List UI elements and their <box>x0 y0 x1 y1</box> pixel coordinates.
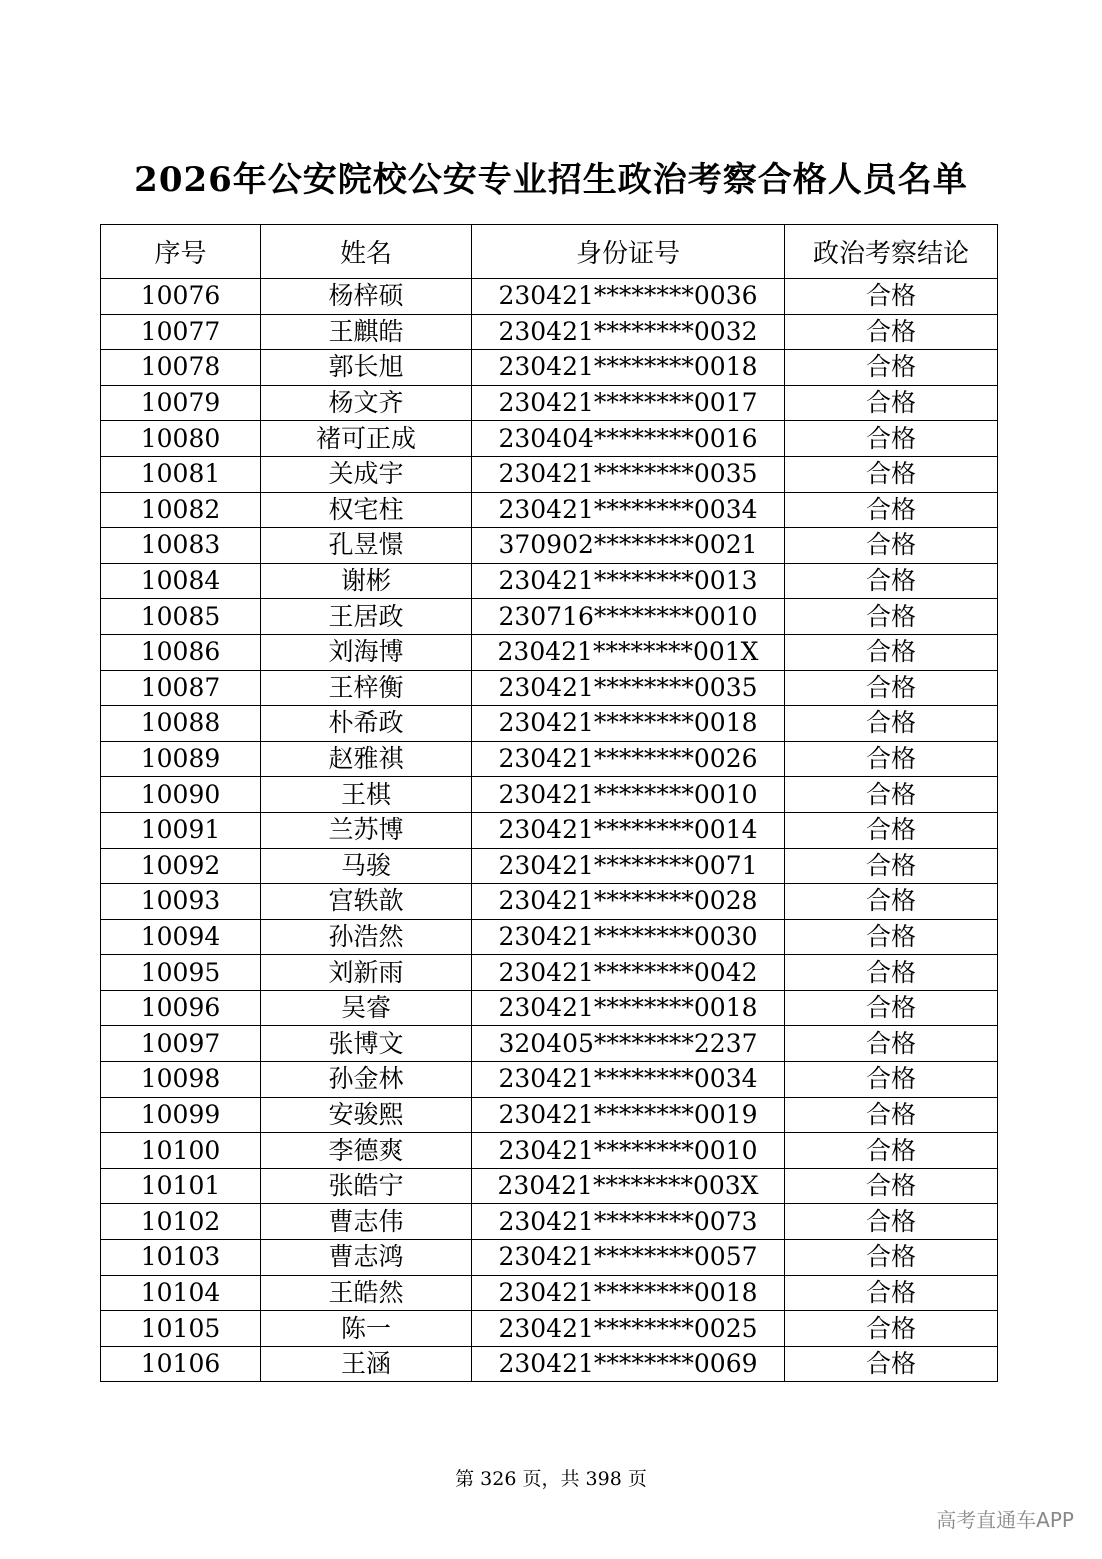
page-number: 第 326 页，共 398 页 <box>455 1468 647 1490</box>
cell-serial: 10081 <box>101 456 261 492</box>
cell-conclusion: 合格 <box>785 670 998 706</box>
cell-serial: 10102 <box>101 1204 261 1240</box>
cell-id-number: 230421********003X <box>472 1168 785 1204</box>
cell-serial: 10084 <box>101 563 261 599</box>
cell-id-number: 230421********0010 <box>472 777 785 813</box>
cell-id-number: 370902********0021 <box>472 528 785 564</box>
cell-name: 孙金林 <box>261 1062 472 1098</box>
cell-serial: 10087 <box>101 670 261 706</box>
table-row <box>101 279 998 315</box>
table-row <box>101 706 998 742</box>
cell-id-number: 230421********0071 <box>472 848 785 884</box>
cell-id-number: 230421********0018 <box>472 990 785 1026</box>
table-row <box>101 421 998 457</box>
table-row <box>101 848 998 884</box>
cell-id-number: 230421********0034 <box>472 492 785 528</box>
cell-conclusion: 合格 <box>785 599 998 635</box>
cell-conclusion: 合格 <box>785 1062 998 1098</box>
cell-id-number: 230421********0010 <box>472 1133 785 1169</box>
cell-name: 王涵 <box>261 1346 472 1382</box>
table-row <box>101 1168 998 1204</box>
cell-name: 张皓宁 <box>261 1168 472 1204</box>
header-serial: 序号 <box>101 225 261 279</box>
cell-id-number: 230421********0073 <box>472 1204 785 1240</box>
cell-serial: 10104 <box>101 1275 261 1311</box>
cell-serial: 10105 <box>101 1311 261 1347</box>
cell-id-number: 230421********0035 <box>472 670 785 706</box>
cell-conclusion: 合格 <box>785 314 998 350</box>
cell-id-number: 230421********0014 <box>472 812 785 848</box>
cell-serial: 10094 <box>101 919 261 955</box>
cell-serial: 10086 <box>101 634 261 670</box>
cell-id-number: 230421********0036 <box>472 279 785 315</box>
cell-name: 杨梓硕 <box>261 279 472 315</box>
watermark: 高考直通车APP <box>936 1508 1074 1532</box>
table-row <box>101 1346 998 1382</box>
cell-name: 兰苏博 <box>261 812 472 848</box>
cell-conclusion: 合格 <box>785 421 998 457</box>
cell-conclusion: 合格 <box>785 884 998 920</box>
cell-conclusion: 合格 <box>785 1240 998 1276</box>
cell-id-number: 230421********0019 <box>472 1097 785 1133</box>
cell-serial: 10096 <box>101 990 261 1026</box>
cell-name: 李德爽 <box>261 1133 472 1169</box>
cell-name: 王皓然 <box>261 1275 472 1311</box>
table-row <box>101 1026 998 1062</box>
cell-id-number: 230421********0018 <box>472 350 785 386</box>
table-row <box>101 1097 998 1133</box>
cell-id-number: 230421********0034 <box>472 1062 785 1098</box>
table-body <box>101 279 998 1382</box>
cell-conclusion: 合格 <box>785 1311 998 1347</box>
cell-serial: 10099 <box>101 1097 261 1133</box>
cell-id-number: 230404********0016 <box>472 421 785 457</box>
cell-conclusion: 合格 <box>785 1346 998 1382</box>
cell-conclusion: 合格 <box>785 492 998 528</box>
cell-serial: 10106 <box>101 1346 261 1382</box>
cell-name: 吴睿 <box>261 990 472 1026</box>
header-id-number: 身份证号 <box>472 225 785 279</box>
cell-conclusion: 合格 <box>785 777 998 813</box>
table-row <box>101 1240 998 1276</box>
table-header-row <box>101 225 998 279</box>
cell-serial: 10103 <box>101 1240 261 1276</box>
cell-conclusion: 合格 <box>785 1168 998 1204</box>
cell-id-number: 230421********0017 <box>472 385 785 421</box>
cell-serial: 10100 <box>101 1133 261 1169</box>
cell-conclusion: 合格 <box>785 279 998 315</box>
header-conclusion: 政治考察结论 <box>785 225 998 279</box>
cell-name: 赵雅祺 <box>261 741 472 777</box>
cell-id-number: 230421********0025 <box>472 1311 785 1347</box>
cell-serial: 10085 <box>101 599 261 635</box>
cell-serial: 10079 <box>101 385 261 421</box>
cell-id-number: 230421********0069 <box>472 1346 785 1382</box>
cell-name: 曹志鸿 <box>261 1240 472 1276</box>
cell-name: 安骏熙 <box>261 1097 472 1133</box>
cell-serial: 10097 <box>101 1026 261 1062</box>
table-row <box>101 528 998 564</box>
cell-name: 王梓衡 <box>261 670 472 706</box>
table-row <box>101 955 998 991</box>
cell-id-number: 230421********0028 <box>472 884 785 920</box>
cell-id-number: 230716********0010 <box>472 599 785 635</box>
cell-name: 张博文 <box>261 1026 472 1062</box>
table-row <box>101 884 998 920</box>
cell-serial: 10078 <box>101 350 261 386</box>
cell-conclusion: 合格 <box>785 812 998 848</box>
cell-serial: 10080 <box>101 421 261 457</box>
cell-serial: 10090 <box>101 777 261 813</box>
cell-name: 刘海博 <box>261 634 472 670</box>
cell-serial: 10093 <box>101 884 261 920</box>
table-row <box>101 812 998 848</box>
cell-id-number: 230421********0026 <box>472 741 785 777</box>
table-row <box>101 350 998 386</box>
cell-name: 孙浩然 <box>261 919 472 955</box>
table-row <box>101 456 998 492</box>
cell-name: 权宅柱 <box>261 492 472 528</box>
cell-serial: 10076 <box>101 279 261 315</box>
cell-conclusion: 合格 <box>785 1133 998 1169</box>
cell-conclusion: 合格 <box>785 1275 998 1311</box>
table-row <box>101 777 998 813</box>
cell-serial: 10091 <box>101 812 261 848</box>
cell-serial: 10082 <box>101 492 261 528</box>
cell-id-number: 230421********0013 <box>472 563 785 599</box>
cell-name: 宫轶歆 <box>261 884 472 920</box>
cell-name: 马骏 <box>261 848 472 884</box>
cell-id-number: 230421********0035 <box>472 456 785 492</box>
cell-serial: 10083 <box>101 528 261 564</box>
table-row <box>101 599 998 635</box>
cell-conclusion: 合格 <box>785 385 998 421</box>
cell-serial: 10095 <box>101 955 261 991</box>
cell-name: 王麒皓 <box>261 314 472 350</box>
table-row <box>101 1311 998 1347</box>
cell-serial: 10089 <box>101 741 261 777</box>
table-row <box>101 314 998 350</box>
cell-name: 孔昱憬 <box>261 528 472 564</box>
cell-id-number: 230421********001X <box>472 634 785 670</box>
table-row <box>101 919 998 955</box>
cell-conclusion: 合格 <box>785 350 998 386</box>
cell-serial: 10077 <box>101 314 261 350</box>
cell-id-number: 320405********2237 <box>472 1026 785 1062</box>
cell-id-number: 230421********0032 <box>472 314 785 350</box>
cell-name: 王居政 <box>261 599 472 635</box>
header-name: 姓名 <box>261 225 472 279</box>
cell-conclusion: 合格 <box>785 955 998 991</box>
cell-name: 谢彬 <box>261 563 472 599</box>
table-row <box>101 1275 998 1311</box>
table-row <box>101 492 998 528</box>
cell-conclusion: 合格 <box>785 919 998 955</box>
cell-name: 陈一 <box>261 1311 472 1347</box>
table-row <box>101 1133 998 1169</box>
cell-name: 刘新雨 <box>261 955 472 991</box>
cell-conclusion: 合格 <box>785 528 998 564</box>
cell-id-number: 230421********0057 <box>472 1240 785 1276</box>
cell-id-number: 230421********0030 <box>472 919 785 955</box>
cell-conclusion: 合格 <box>785 741 998 777</box>
cell-name: 褚可正成 <box>261 421 472 457</box>
cell-conclusion: 合格 <box>785 456 998 492</box>
cell-name: 朴希政 <box>261 706 472 742</box>
table-row <box>101 563 998 599</box>
cell-serial: 10101 <box>101 1168 261 1204</box>
cell-name: 曹志伟 <box>261 1204 472 1240</box>
cell-name: 王棋 <box>261 777 472 813</box>
cell-conclusion: 合格 <box>785 848 998 884</box>
cell-conclusion: 合格 <box>785 1026 998 1062</box>
cell-id-number: 230421********0018 <box>472 706 785 742</box>
cell-id-number: 230421********0042 <box>472 955 785 991</box>
table-row <box>101 1062 998 1098</box>
page-title: 2026年公安院校公安专业招生政治考察合格人员名单 <box>134 160 968 200</box>
roster-table <box>100 224 998 1382</box>
cell-conclusion: 合格 <box>785 563 998 599</box>
cell-serial: 10088 <box>101 706 261 742</box>
cell-serial: 10098 <box>101 1062 261 1098</box>
cell-conclusion: 合格 <box>785 1097 998 1133</box>
table-row <box>101 990 998 1026</box>
cell-id-number: 230421********0018 <box>472 1275 785 1311</box>
table-row <box>101 670 998 706</box>
cell-conclusion: 合格 <box>785 634 998 670</box>
cell-conclusion: 合格 <box>785 990 998 1026</box>
cell-serial: 10092 <box>101 848 261 884</box>
cell-name: 郭长旭 <box>261 350 472 386</box>
cell-name: 杨文齐 <box>261 385 472 421</box>
cell-name: 关成宇 <box>261 456 472 492</box>
table-row <box>101 1204 998 1240</box>
cell-conclusion: 合格 <box>785 1204 998 1240</box>
table-row <box>101 741 998 777</box>
table-row <box>101 385 998 421</box>
cell-conclusion: 合格 <box>785 706 998 742</box>
table-row <box>101 634 998 670</box>
